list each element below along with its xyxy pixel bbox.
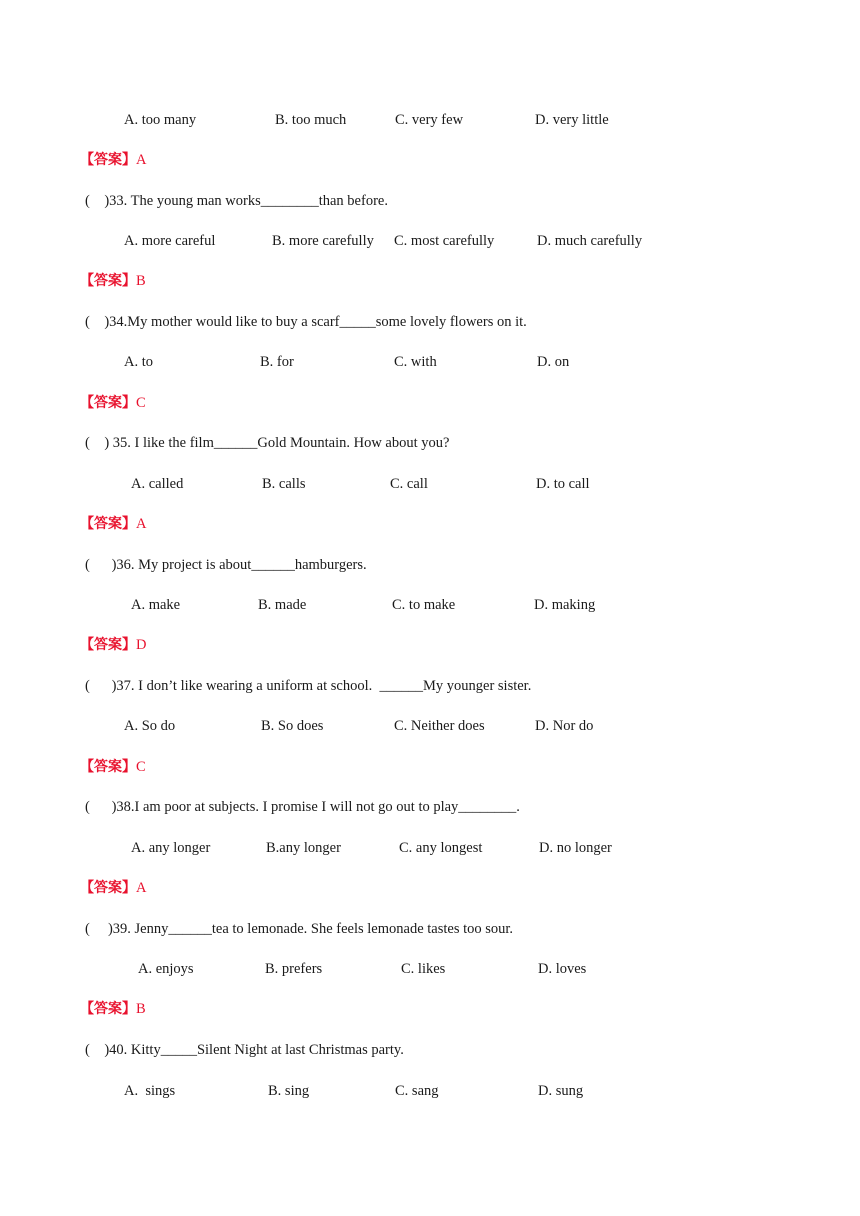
answer-value: B [136, 1001, 146, 1017]
question-text: ( )33. The young man works________than before. [85, 193, 388, 209]
option-b: B. calls [262, 476, 306, 492]
answer-line [80, 879, 146, 897]
answer-label: 【答案】 [80, 880, 136, 896]
option-d: D. loves [538, 961, 587, 977]
question-text: ( )40. Kitty_____Silent Night at last Christmas party. [85, 1042, 404, 1058]
option-d: D. making [534, 597, 596, 613]
answer-line [80, 272, 146, 290]
answer-value: C [136, 395, 146, 411]
option-c: C. very few [395, 112, 464, 128]
option-b: B. prefers [265, 961, 323, 977]
answer-line [80, 636, 146, 654]
answer-value: D [136, 637, 147, 653]
option-b: B. too much [275, 112, 347, 128]
option-d: D. much carefully [537, 233, 643, 249]
answer-line [80, 394, 146, 412]
answer-value: B [136, 273, 146, 289]
answer-value: A [136, 516, 147, 532]
option-b: B. So does [261, 718, 324, 734]
option-b: B. more carefully [272, 233, 374, 249]
option-a: A. So do [124, 718, 176, 734]
option-a: A. called [131, 476, 184, 492]
option-d: D. to call [536, 476, 590, 492]
option-b: B. for [260, 354, 294, 370]
option-a: A. more careful [124, 233, 216, 249]
option-a: A. make [131, 597, 181, 613]
answer-label: 【答案】 [80, 516, 136, 532]
option-d: D. no longer [539, 840, 612, 856]
answer-value: C [136, 759, 146, 775]
answer-line [80, 1000, 146, 1018]
option-c: C. any longest [399, 840, 483, 856]
answer-label: 【答案】 [80, 152, 136, 168]
question-text: ( )37. I don’t like wearing a uniform at school. ______My younger sister. [85, 678, 532, 694]
answer-label: 【答案】 [80, 1001, 136, 1017]
option-c: C. most carefully [394, 233, 495, 249]
option-a: A. sings [124, 1083, 176, 1099]
question-text: ( )36. My project is about______hamburgers. [85, 557, 367, 573]
answer-value: A [136, 880, 147, 896]
answer-label: 【答案】 [80, 759, 136, 775]
question-text: ( ) 35. I like the film______Gold Mountain. How about you? [85, 435, 450, 451]
answer-label: 【答案】 [80, 637, 136, 653]
option-d: D. sung [538, 1083, 584, 1099]
option-d: D. Nor do [535, 718, 594, 734]
option-a: A. enjoys [138, 961, 194, 977]
option-a: A. any longer [131, 840, 211, 856]
option-c: C. with [394, 354, 437, 370]
answer-label: 【答案】 [80, 395, 136, 411]
option-c: C. likes [401, 961, 446, 977]
option-d: D. on [537, 354, 570, 370]
option-b: B. sing [268, 1083, 310, 1099]
answer-line [80, 758, 146, 776]
question-text: ( )34.My mother would like to buy a scarf_____some lovely flowers on it. [85, 314, 527, 330]
option-b: B. made [258, 597, 307, 613]
option-a: A. to [124, 354, 153, 370]
option-c: C. call [390, 476, 428, 492]
option-c: C. Neither does [394, 718, 485, 734]
question-text: ( )38.I am poor at subjects. I promise I will not go out to play________. [85, 799, 520, 815]
option-b: B.any longer [266, 840, 341, 856]
answer-line [80, 515, 146, 533]
option-a: A. too many [124, 112, 197, 128]
answer-value: A [136, 152, 147, 168]
question-text: ( )39. Jenny______tea to lemonade. She feels lemonade tastes too sour. [85, 921, 514, 937]
answer-label: 【答案】 [80, 273, 136, 289]
answer-line [80, 151, 146, 169]
option-d: D. very little [535, 112, 609, 128]
option-c: C. to make [392, 597, 456, 613]
option-c: C. sang [395, 1083, 439, 1099]
